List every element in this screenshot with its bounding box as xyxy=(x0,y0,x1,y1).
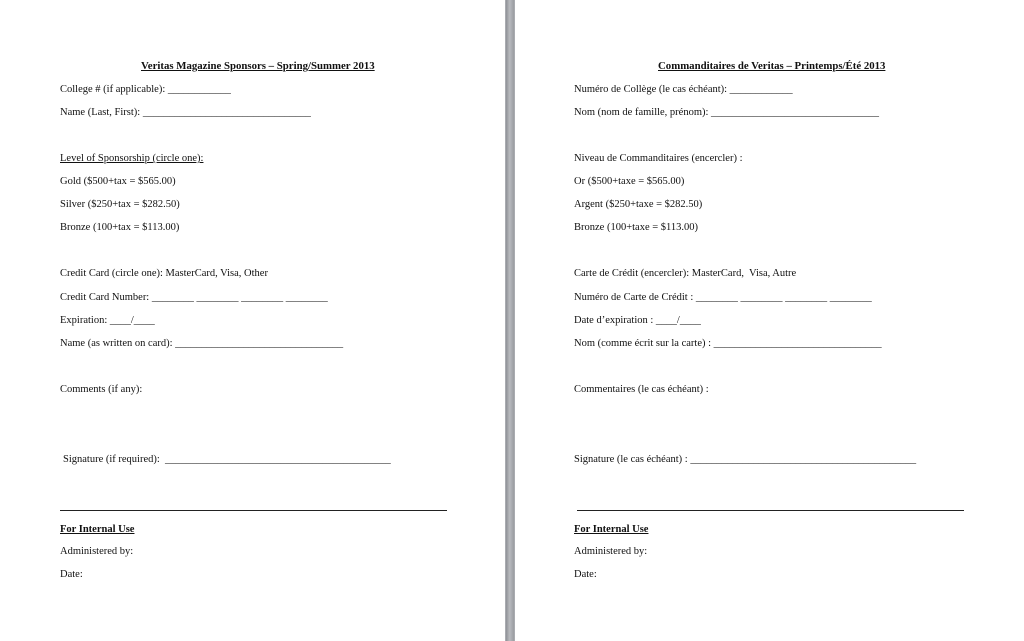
sponsorship-level-heading: Level of Sponsorship (circle one): xyxy=(60,153,204,164)
internal-use-heading: For Internal Use xyxy=(60,524,135,535)
gold-option: Gold ($500+tax = $565.00) xyxy=(60,176,176,187)
administered-by-field: Administered by: xyxy=(574,546,648,557)
bronze-option: Bronze (100+taxe = $113.00) xyxy=(574,222,699,233)
credit-card-type-field: Carte de Crédit (encercler): MasterCard, Visa, Autre xyxy=(574,268,797,279)
college-number-field: Numéro de Collège (le cas échéant): ____________ xyxy=(574,84,793,95)
date-field: Date: xyxy=(60,569,83,580)
silver-option: Silver ($250+tax = $282.50) xyxy=(60,199,180,210)
credit-card-number-field: Numéro de Carte de Crédit : ________ ________ ________ ________ xyxy=(574,292,872,303)
divider-line xyxy=(60,510,447,511)
document-page-english xyxy=(0,0,506,641)
college-number-field: College # (if applicable): ____________ xyxy=(60,84,231,95)
comments-field: Commentaires (le cas échéant) : xyxy=(574,384,709,395)
signature-field: Signature (le cas échéant) : ___________________________________________ xyxy=(574,454,917,465)
form-title: Veritas Magazine Sponsors – Spring/Summer 2013 xyxy=(141,60,375,72)
comments-field: Comments (if any): xyxy=(60,384,143,395)
credit-card-number-field: Credit Card Number: ________ ________ ________ ________ xyxy=(60,292,328,303)
expiration-field: Date d’expiration : ____/____ xyxy=(574,315,701,326)
internal-use-heading: For Internal Use xyxy=(574,524,649,535)
bronze-option: Bronze (100+tax = $113.00) xyxy=(60,222,180,233)
document-page-french xyxy=(514,0,1024,641)
name-on-card-field: Name (as written on card): ________________________________ xyxy=(60,338,344,349)
credit-card-type-field: Credit Card (circle one): MasterCard, Visa, Other xyxy=(60,268,268,279)
gold-option: Or ($500+taxe = $565.00) xyxy=(574,176,685,187)
silver-option: Argent ($250+taxe = $282.50) xyxy=(574,199,703,210)
page-gutter xyxy=(506,0,514,641)
administered-by-field: Administered by: xyxy=(60,546,134,557)
date-field: Date: xyxy=(574,569,597,580)
expiration-field: Expiration: ____/____ xyxy=(60,315,155,326)
signature-field: Signature (if required): ___________________________________________ xyxy=(63,454,391,465)
divider-line xyxy=(577,510,964,511)
sponsorship-level-heading: Niveau de Commanditaires (encercler) : xyxy=(574,153,743,164)
name-on-card-field: Nom (comme écrit sur la carte) : ________________________________ xyxy=(574,338,882,349)
name-field: Name (Last, First): ________________________________ xyxy=(60,107,311,118)
form-title: Commanditaires de Veritas – Printemps/Été 2013 xyxy=(658,60,886,72)
name-field: Nom (nom de famille, prénom): ________________________________ xyxy=(574,107,880,118)
